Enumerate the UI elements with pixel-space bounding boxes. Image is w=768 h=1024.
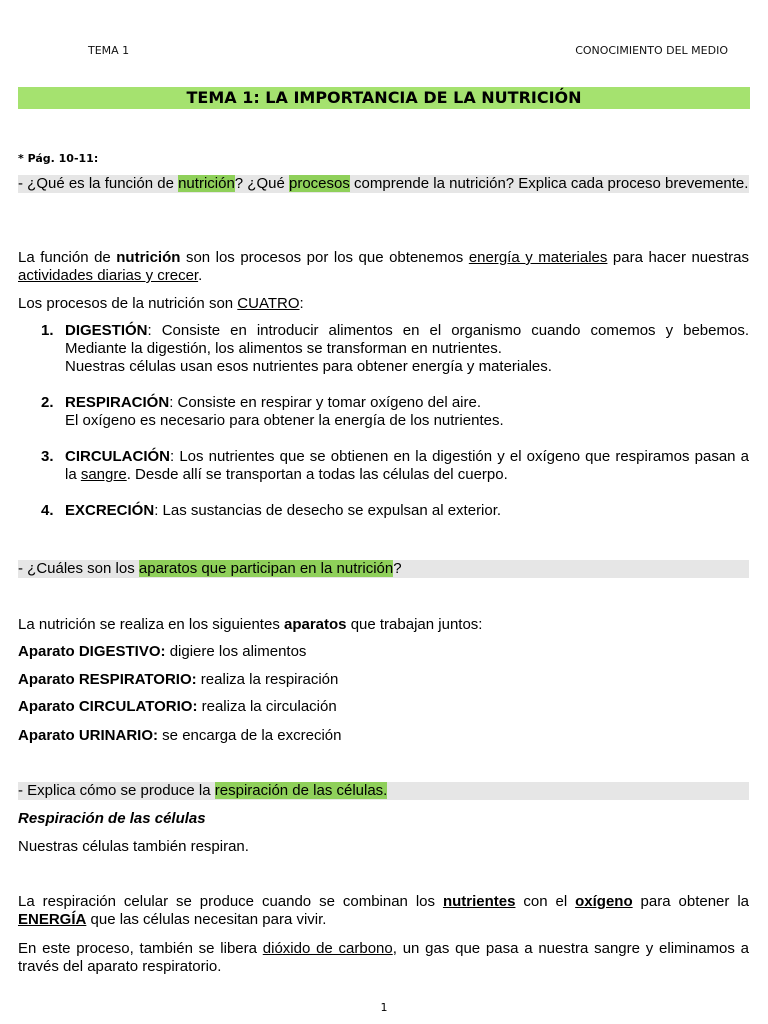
question-3: - Explica cómo se produce la respiración de las células. bbox=[18, 782, 749, 800]
header-right: CONOCIMIENTO DEL MEDIO bbox=[575, 44, 728, 57]
page-number: 1 bbox=[380, 1001, 388, 1014]
paragraph-definition: La función de nutrición son los procesos por los que obtenemos energía y materiales para hacer nuestras actividades diarias y crecer. bbox=[18, 249, 750, 284]
highlight-respiracion-celulas: respiración de las células. bbox=[214, 782, 388, 799]
highlight-procesos: procesos bbox=[289, 175, 350, 192]
header-left: TEMA 1 bbox=[88, 44, 130, 57]
document-title: TEMA 1: LA IMPORTANCIA DE LA NUTRICIÓN bbox=[18, 87, 750, 109]
paragraph-cells-breathe: Nuestras células también respiran. bbox=[18, 838, 249, 855]
paragraph-carbon-dioxide: En este proceso, también se libera dióxido de carbono, un gas que pasa a nuestra sangre y eliminamos a través del aparato respiratorio. bbox=[18, 940, 750, 975]
highlight-nutricion: nutrición bbox=[178, 175, 235, 192]
question-1: - ¿Qué es la función de nutrición? ¿Qué procesos comprende la nutrición? Explica cada proceso brevemente. bbox=[18, 175, 749, 192]
list-item-circulacion: 3. CIRCULACIÓN: Los nutrientes que se obtienen en la digestión y el oxígeno que respiramos pasan a la sangre. Desde allí se transportan a todas las células del cuerpo. bbox=[41, 448, 749, 483]
paragraph-aparatos-intro: La nutrición se realiza en los siguientes aparatos que trabajan juntos: bbox=[18, 616, 483, 633]
highlight-aparatos: aparatos que participan en la nutrición bbox=[138, 560, 394, 577]
page-reference: * Pág. 10-11: bbox=[18, 152, 99, 165]
section-subheading: Respiración de las células bbox=[18, 810, 206, 827]
list-item-excrecion: 4. EXCRECIÓN: Las sustancias de desecho se expulsan al exterior. bbox=[41, 502, 502, 519]
aparato-urinario: Aparato URINARIO: se encarga de la excreción bbox=[18, 727, 342, 744]
paragraph-cellular-respiration: La respiración celular se produce cuando se combinan los nutrientes con el oxígeno para obtener la ENERGÍA que las células necesitan para vivir. bbox=[18, 893, 749, 928]
list-item-respiracion: 2. RESPIRACIÓN: Consiste en respirar y tomar oxígeno del aire. El oxígeno es necesario para obtener la energía de los nutrientes. bbox=[41, 394, 504, 429]
aparato-respiratorio: Aparato RESPIRATORIO: realiza la respiración bbox=[18, 671, 339, 688]
aparato-digestivo: Aparato DIGESTIVO: digiere los alimentos bbox=[18, 643, 307, 660]
list-item-digestion: 1. DIGESTIÓN: Consiste en introducir alimentos en el organismo cuando comemos y bebemos. Mediante la digestión, los alimentos se transforman en nutrientes. Nuestras células usan esos nutrientes para obtener energía y materiales. bbox=[41, 322, 749, 375]
aparato-circulatorio: Aparato CIRCULATORIO: realiza la circulación bbox=[18, 698, 337, 715]
paragraph-processes-intro: Los procesos de la nutrición son CUATRO: bbox=[18, 295, 304, 312]
question-2: - ¿Cuáles son los aparatos que participan en la nutrición? bbox=[18, 560, 749, 578]
processes-list bbox=[18, 322, 749, 538]
